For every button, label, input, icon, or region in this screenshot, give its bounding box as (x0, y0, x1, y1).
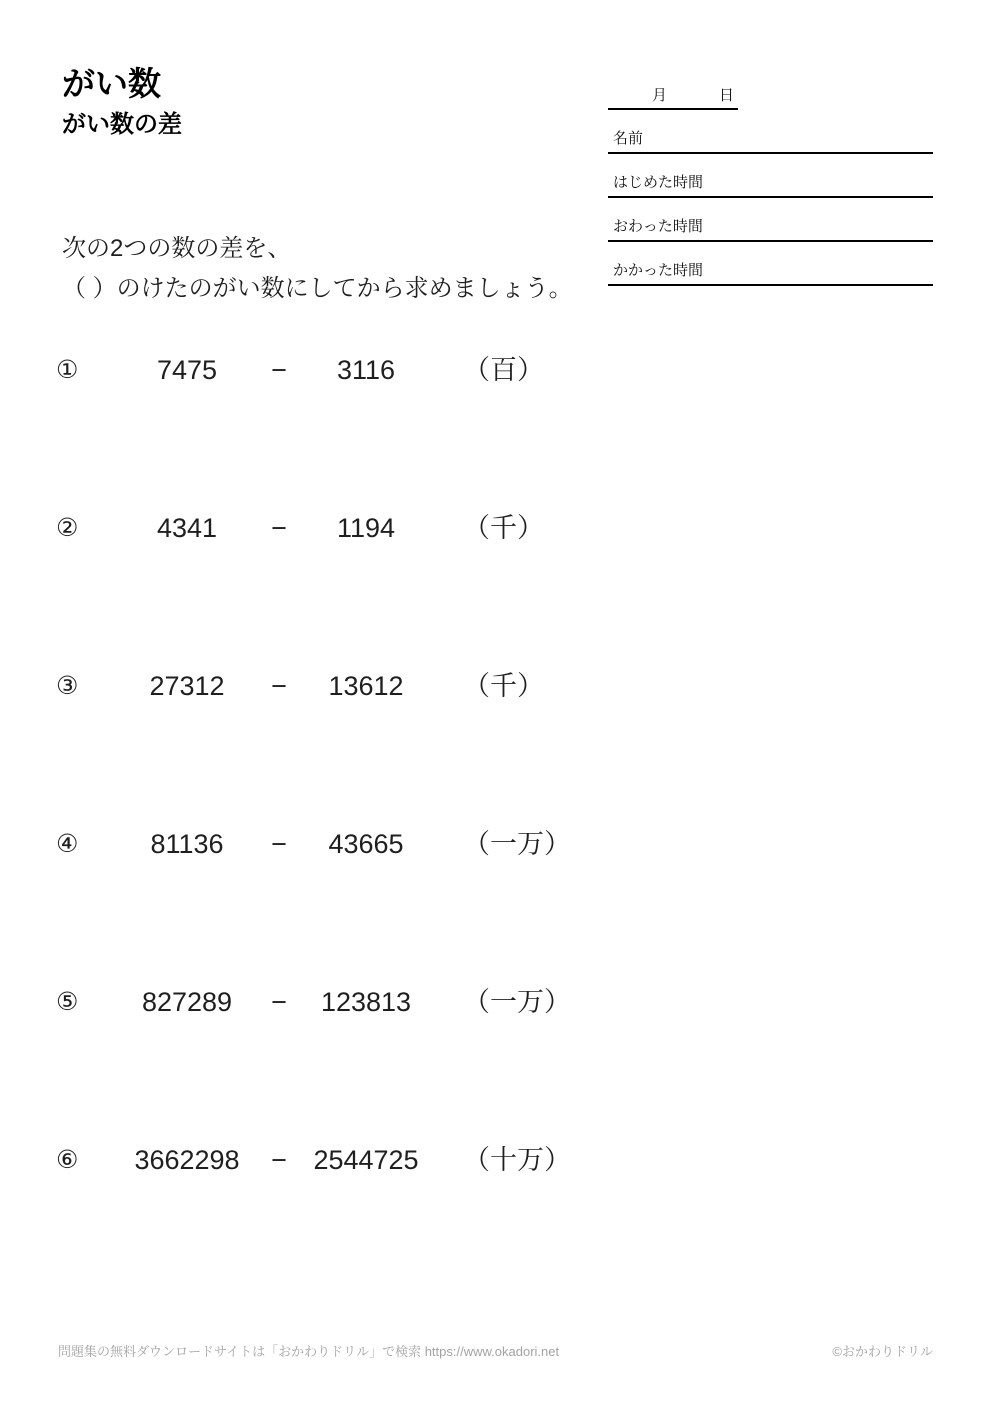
problem-row (0, 510, 1000, 546)
rounding-digit-label: （百） (463, 355, 544, 385)
footer-site-info: 問題集の無料ダウンロードサイトは「おかわりドリル」で検索 https://www.okadori.net (58, 1344, 560, 1359)
problem-row (0, 352, 1000, 388)
footer-copyright: ©おかわりドリル (832, 1344, 933, 1359)
elapsed-time-label: かかった時間 (613, 262, 704, 279)
answer-writing-area[interactable] (56, 392, 616, 502)
subtrahend-value: 43665 (328, 829, 404, 859)
subtrahend-value: 123813 (320, 987, 412, 1017)
problem-row (0, 984, 1000, 1020)
minuend-value: 4341 (156, 513, 218, 543)
page-title: がい数 (62, 65, 161, 102)
problem-number: ④ (56, 830, 79, 858)
problem-number: ① (56, 356, 79, 384)
start-time-label: はじめた時間 (613, 174, 704, 191)
subtrahend-value: 2544725 (313, 1145, 419, 1175)
minuend-value: 7475 (156, 355, 218, 385)
page-subtitle: がい数の差 (62, 111, 182, 138)
answer-writing-area[interactable] (56, 866, 616, 976)
problem-number: ② (56, 514, 79, 542)
problem-number: ⑥ (56, 1146, 79, 1174)
minus-operator: − (271, 987, 287, 1017)
answer-writing-area[interactable] (56, 550, 616, 660)
answer-writing-area[interactable] (56, 1182, 616, 1292)
minus-operator: − (271, 829, 287, 859)
rounding-digit-label: （十万） (463, 1145, 571, 1175)
answer-writing-area[interactable] (56, 1024, 616, 1134)
minus-operator: − (271, 355, 287, 385)
minuend-value: 3662298 (134, 1145, 240, 1175)
instruction-line-1: 次の2つの数の差を、 (62, 235, 292, 262)
minuend-value: 27312 (149, 671, 225, 701)
problem-row (0, 1142, 1000, 1178)
minus-operator: − (271, 671, 287, 701)
end-time-label: おわった時間 (613, 218, 703, 235)
rounding-digit-label: （一万） (463, 829, 571, 859)
rounding-digit-label: （一万） (463, 987, 571, 1017)
minus-operator: − (271, 513, 287, 543)
subtrahend-value: 3116 (336, 355, 396, 385)
name-label: 名前 (613, 130, 644, 147)
problem-number: ⑤ (56, 988, 79, 1016)
page-footer (58, 1341, 933, 1360)
problem-row (0, 826, 1000, 862)
answer-writing-area[interactable] (56, 708, 616, 818)
rounding-digit-label: （千） (463, 513, 544, 543)
subtrahend-value: 1194 (336, 513, 396, 543)
problem-number: ③ (56, 672, 79, 700)
instruction-line-2: （ ）のけたのがい数にしてから求めましょう。 (62, 275, 573, 302)
minus-operator: − (271, 1145, 287, 1175)
rounding-digit-label: （千） (463, 671, 544, 701)
day-label: 日 (719, 87, 735, 104)
minuend-value: 81136 (150, 829, 224, 859)
minuend-value: 827289 (141, 987, 233, 1017)
subtrahend-value: 13612 (328, 671, 404, 701)
month-label: 月 (652, 87, 668, 104)
problem-row (0, 668, 1000, 704)
